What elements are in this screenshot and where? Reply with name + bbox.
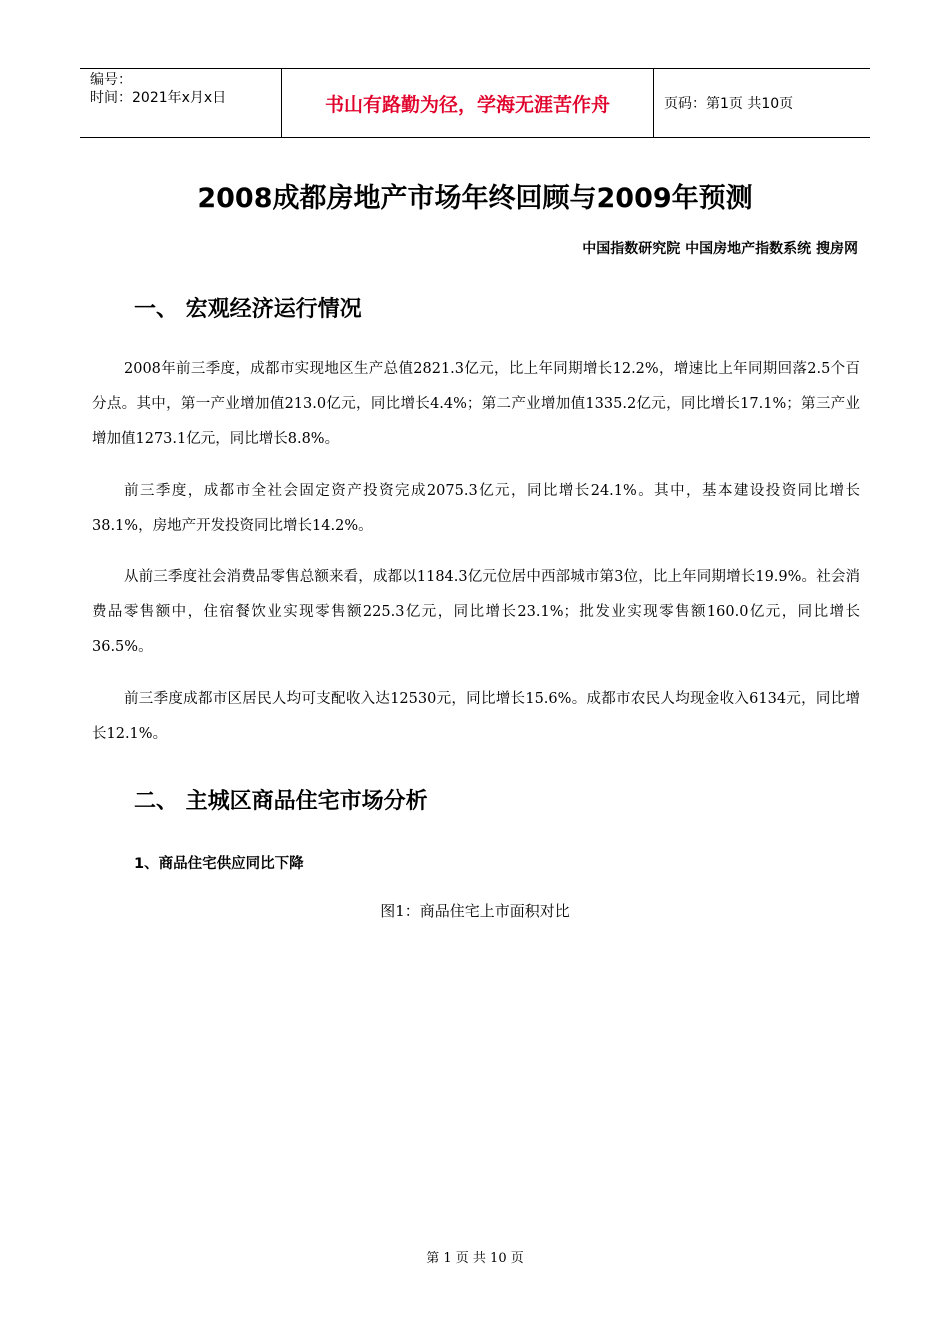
header-page-cell — [654, 69, 870, 137]
document-source: 中国指数研究院 中国房地产指数系统 搜房网 — [582, 241, 858, 257]
section1-paragraph-2: 前三季度，成都市全社会固定资产投资完成2075.3亿元，同比增长24.1%。其中，基本建设投资同比增长38.1%，房地产开发投资同比增长14.2%。 — [92, 483, 860, 534]
header-table — [80, 68, 870, 138]
section2-subheading: 1、商品住宅供应同比下降 — [134, 856, 304, 872]
section1-paragraph-4: 前三季度成都市区居民人均可支配收入达12530元，同比增长15.6%。成都市农民人均现金收入6134元，同比增长12.1%。 — [92, 691, 860, 742]
document-number-label: 编号： — [90, 72, 132, 88]
section1-paragraph-3: 从前三季度社会消费品零售总额来看，成都以1184.3亿元位居中西部城市第3位，比上年同期增长19.9%。社会消费品零售额中，住宿餐饮业实现零售额225.3亿元，同比增长23.1%；批发业实现零售额160.0亿元，同比增长36.5%。 — [92, 569, 860, 655]
header-left-cell — [80, 69, 281, 137]
section2-heading: 二、 主城区商品住宅市场分析 — [134, 789, 428, 814]
document-time-label: 时间：2021年x月x日 — [90, 90, 227, 106]
section1-paragraph-1: 2008年前三季度，成都市实现地区生产总值2821.3亿元，比上年同期增长12.2%，增速比上年同期回落2.5个百分点。其中，第一产业增加值213.0亿元，同比增长4.4%；第二产业增加值1335.2亿元，同比增长17.1%；第三产业增加值1273.1亿元，同比增长8.8%。 — [92, 361, 860, 447]
page-footer: 第 1 页 共 10 页 — [426, 1251, 524, 1266]
header-motto-cell — [281, 69, 654, 137]
header-motto: 书山有路勤为径，学海无涯苦作舟 — [324, 93, 610, 116]
header-page-info: 页码：第1页 共10页 — [664, 96, 794, 112]
document-title: 2008成都房地产市场年终回顾与2009年预测 — [197, 183, 753, 214]
figure-caption: 图1：商品住宅上市面积对比 — [380, 902, 570, 920]
section1-heading: 一、 宏观经济运行情况 — [134, 297, 362, 322]
